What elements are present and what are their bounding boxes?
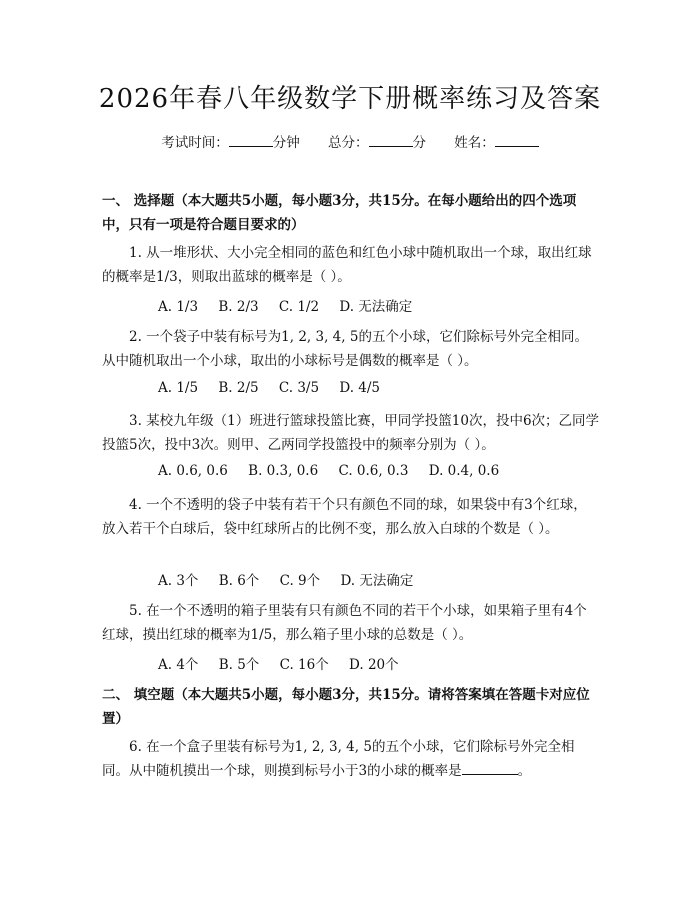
question-2: 2. 一个袋子中装有标号为1, 2, 3, 4, 5的五个小球，它们除标号外完全相同。从中随机取出一个小球，取出的小球标号是偶数的概率是（ ）。 xyxy=(102,329,588,369)
score-label: 总分： xyxy=(328,135,369,151)
option-a[interactable]: A. 0.6, 0.6 xyxy=(158,463,228,479)
question-5-options xyxy=(158,653,415,673)
option-d[interactable]: D. 4/5 xyxy=(339,380,381,396)
option-a[interactable]: A. 1/5 xyxy=(158,380,199,396)
option-d[interactable]: D. 20个 xyxy=(349,657,399,673)
question-1: 1. 从一堆形状、大小完全相同的蓝色和红色小球中随机取出一个球，取出红球的概率是1/3，则取出蓝球的概率是（ ）。 xyxy=(102,245,592,285)
time-blank[interactable] xyxy=(229,134,273,147)
option-b[interactable]: B. 0.3, 0.6 xyxy=(248,463,319,479)
question-6-text: 6. 在一个盒子里装有标号为1, 2, 3, 4, 5的五个小球，它们除标号外完全相同。从中随机摸出一个球，则摸到标号小于3的小球的概率是 xyxy=(102,739,575,779)
option-c[interactable]: C. 16个 xyxy=(279,657,329,673)
option-c[interactable]: C. 3/5 xyxy=(278,380,320,396)
option-b[interactable]: B. 2/5 xyxy=(218,380,259,396)
question-6 xyxy=(102,735,600,783)
question-2-options xyxy=(158,380,396,396)
option-d[interactable]: D. 无法确定 xyxy=(339,299,413,315)
option-b[interactable]: B. 5个 xyxy=(218,657,260,673)
exam-time-field xyxy=(161,135,300,151)
question-4-options xyxy=(158,569,429,589)
time-unit: 分钟 xyxy=(272,135,300,151)
total-score-field xyxy=(328,135,426,151)
name-label: 姓名： xyxy=(454,135,495,151)
option-c[interactable]: C. 1/2 xyxy=(278,299,320,315)
document-title: 2026年春八年级数学下册概率练习及答案 xyxy=(98,84,602,114)
name-blank[interactable] xyxy=(495,134,539,147)
question-3-options xyxy=(158,463,515,479)
option-c[interactable]: C. 0.6, 0.3 xyxy=(338,463,409,479)
score-blank[interactable] xyxy=(369,134,413,147)
question-4: 4. 一个不透明的袋子中装有若干个只有颜色不同的球，如果袋中有3个红球，放入若干个白球后，袋中红球所占的比例不变，那么放入白球的个数是（ ）。 xyxy=(102,497,587,537)
option-c[interactable]: C. 9个 xyxy=(279,573,321,589)
score-unit: 分 xyxy=(412,135,426,151)
question-3: 3. 某校九年级（1）班进行篮球投篮比赛，甲同学投篮10次，投中6次；乙同学投篮5次，投中3次。则甲、乙两同学投篮投中的频率分别为（ ）。 xyxy=(102,413,600,453)
question-6-suffix: 。 xyxy=(517,763,532,779)
time-label: 考试时间： xyxy=(161,135,229,151)
section-heading-choice: 一、 选择题（本大题共5小题，每小题3分，共15分。在每小题给出的四个选项中，只有一项是符合题目要求的） xyxy=(102,193,577,233)
question-5: 5. 在一个不透明的箱子里装有只有颜色不同的若干个小球，如果箱子里有4个红球，摸出红球的概率为1/5，那么箱子里小球的总数是（ ）。 xyxy=(102,603,587,643)
question-1-options xyxy=(158,295,428,315)
option-a[interactable]: A. 3个 xyxy=(158,573,199,589)
name-field xyxy=(454,135,539,151)
section-heading-fill: 二、 填空题（本大题共5小题，每小题3分，共15分。请将答案填在答题卡对应位置） xyxy=(102,687,590,727)
option-b[interactable]: B. 2/3 xyxy=(218,299,259,315)
option-b[interactable]: B. 6个 xyxy=(218,573,260,589)
option-d[interactable]: D. 无法确定 xyxy=(340,573,414,589)
option-a[interactable]: A. 4个 xyxy=(158,657,199,673)
option-a[interactable]: A. 1/3 xyxy=(158,299,199,315)
option-d[interactable]: D. 0.4, 0.6 xyxy=(428,463,500,479)
answer-blank[interactable] xyxy=(462,761,518,775)
exam-meta-line xyxy=(0,131,700,151)
